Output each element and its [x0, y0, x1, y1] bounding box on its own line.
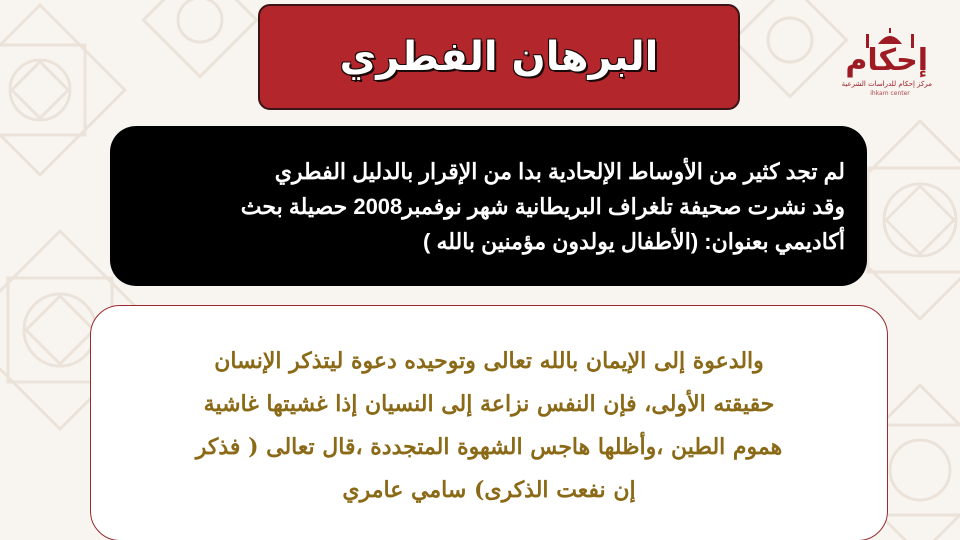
logo-subtitle: مركز إحكام للدراسات الشرعية	[841, 80, 932, 88]
logo-word: إحكام	[845, 43, 928, 78]
quote-line: هموم الطين ،وأظلها هاجس الشهوة المتجددة ،قال تعالى ( فذكر	[195, 434, 783, 460]
quote-line: إن نفعت الذكرى) سامي عامري	[342, 477, 636, 503]
title-banner	[258, 4, 740, 110]
ihkam-logo	[841, 26, 932, 98]
quote-line: والدعوة إلى الإيمان بالله تعالى وتوحيده دعوة ليتذكر الإنسان	[214, 348, 764, 374]
info-line: لم تجد كثير من الأوساط الإلحادية بدا من الإقرار بالدليل الفطري	[274, 159, 845, 184]
info-box	[110, 126, 867, 286]
logo-tagline: ihkam center	[870, 90, 910, 97]
info-line: وقد نشرت صحيفة تلغراف البريطانية شهر نوفمبر2008 حصيلة بحث	[240, 194, 845, 219]
quote-line: حقيقته الأولى، فإن النفس نزاعة إلى النسيان إذا غشيتها غاشية	[203, 391, 775, 417]
slide-title: البرهان الفطري	[339, 34, 659, 80]
quote-box	[90, 305, 888, 540]
info-line: أكاديمي بعنوان: (الأطفال يولدون مؤمنين بالله )	[423, 229, 845, 254]
